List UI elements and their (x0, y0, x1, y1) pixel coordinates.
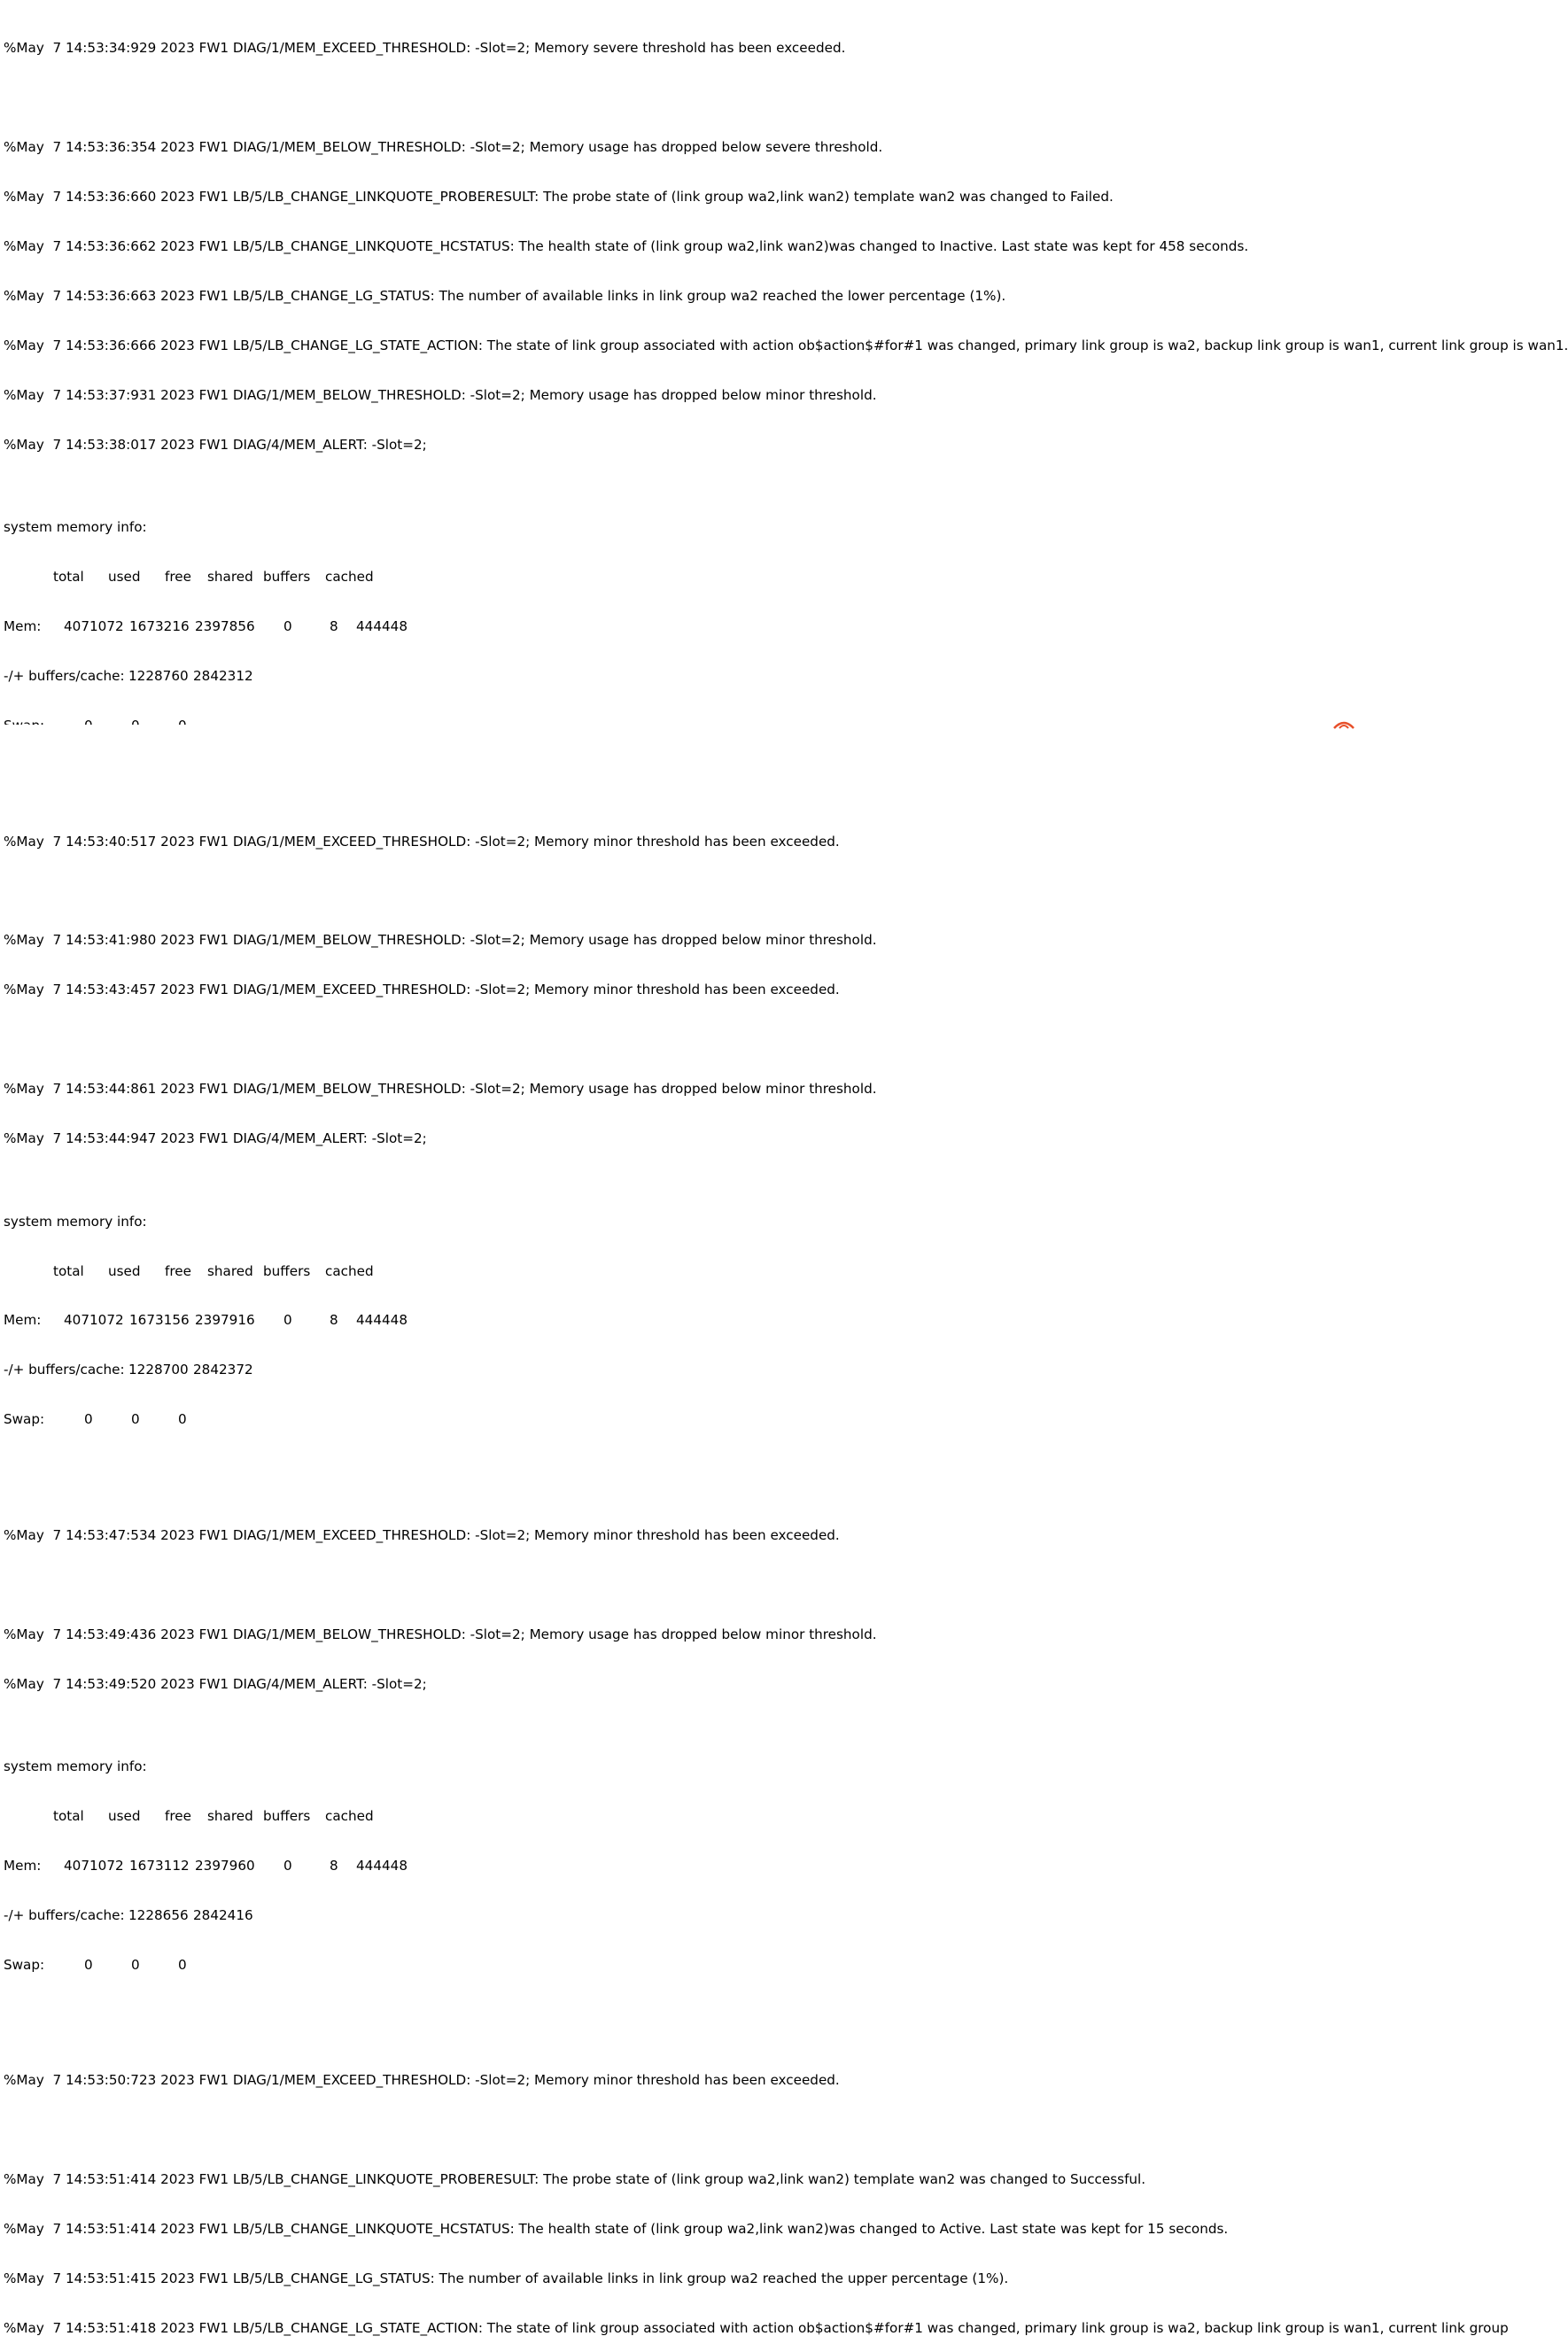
memory-row-buffers-cache (4, 1907, 1563, 1924)
mem-buffers: 8 (330, 1312, 338, 1329)
swap-free: 0 (178, 1956, 187, 1973)
bc-free: 2842416 (193, 1906, 253, 1923)
memory-table-header (4, 569, 1563, 586)
log-line: %May 7 14:53:36:354 2023 FW1 DIAG/1/MEM_BELOW_THRESHOLD: -Slot=2; Memory usage has dropped below severe threshold. (4, 139, 883, 156)
col-cached: cached (325, 569, 374, 586)
row-label: Swap: (4, 1956, 45, 1973)
col-cached: cached (325, 1262, 374, 1279)
memory-table-header (4, 1263, 1563, 1280)
viewport-bottom-area (0, 725, 1566, 818)
log-line: %May 7 14:53:49:520 2023 FW1 DIAG/4/MEM_ALERT: -Slot=2; (4, 1675, 427, 1692)
blank-line (4, 89, 1563, 106)
overlay-icon-shape (1332, 716, 1355, 728)
mem-free: 2397960 (195, 1857, 255, 1874)
log-line: %May 7 14:53:49:436 2023 FW1 DIAG/1/MEM_BELOW_THRESHOLD: -Slot=2; Memory usage has dropped below minor threshold. (4, 1626, 877, 1642)
col-cached: cached (325, 1808, 374, 1825)
log-line: %May 7 14:53:51:414 2023 FW1 LB/5/LB_CHANGE_LINKQUOTE_HCSTATUS: The health state of (link group wa2,link wan2)was changed to Active. Last state was kept for 15 seconds. (4, 2221, 1229, 2238)
row-label: -/+ buffers/cache: (4, 668, 125, 685)
bc-used: 1228656 (128, 1906, 189, 1923)
mem-shared: 0 (283, 1312, 292, 1329)
col-total: total (53, 1262, 84, 1279)
log-line: %May 7 14:53:36:660 2023 FW1 LB/5/LB_CHANGE_LINKQUOTE_PROBERESULT: The probe state of (link group wa2,link wan2) template wan2 was changed to Failed. (4, 189, 1114, 206)
memory-info-title: system memory info: (4, 519, 147, 536)
mem-cached: 444448 (356, 618, 408, 635)
log-line: %May 7 14:53:43:457 2023 FW1 DIAG/1/MEM_EXCEED_THRESHOLD: -Slot=2; Memory minor threshold has been exceeded. (4, 982, 840, 998)
mem-used: 1673156 (129, 1312, 190, 1329)
log-line: %May 7 14:53:50:723 2023 FW1 DIAG/1/MEM_EXCEED_THRESHOLD: -Slot=2; Memory minor threshold has been exceeded. (4, 2072, 840, 2089)
log-line: %May 7 14:53:36:666 2023 FW1 LB/5/LB_CHANGE_LG_STATE_ACTION: The state of link group associated with action ob$action$#for#1 was changed, primary link group is wa2, backup link group is wan1, current link group is wan1. (4, 338, 1568, 354)
mem-used: 1673216 (129, 618, 190, 635)
blank-line (4, 883, 1563, 900)
bc-free: 2842372 (193, 1362, 253, 1378)
mem-shared: 0 (283, 1857, 292, 1874)
row-label: Mem: (4, 1857, 42, 1874)
col-free: free (165, 569, 191, 586)
log-line: %May 7 14:53:47:534 2023 FW1 DIAG/1/MEM_EXCEED_THRESHOLD: -Slot=2; Memory minor threshold has been exceeded. (4, 1526, 840, 1543)
swap-used: 0 (131, 1411, 140, 1428)
log-line: %May 7 14:53:44:947 2023 FW1 DIAG/4/MEM_ALERT: -Slot=2; (4, 1130, 427, 1147)
mem-free: 2397856 (195, 618, 255, 635)
log-line: %May 7 14:53:51:414 2023 FW1 LB/5/LB_CHANGE_LINKQUOTE_PROBERESULT: The probe state of (link group wa2,link wan2) template wan2 was changed to Successful. (4, 2171, 1146, 2188)
memory-row-swap (4, 1411, 1563, 1428)
log-line: %May 7 14:53:51:415 2023 FW1 LB/5/LB_CHANGE_LG_STATUS: The number of available links in link group wa2 reached the upper percentage (1%). (4, 2270, 1009, 2287)
col-shared: shared (207, 1262, 253, 1279)
col-shared: shared (207, 1808, 253, 1825)
col-buffers: buffers (263, 1262, 311, 1279)
log-line: %May 7 14:53:36:663 2023 FW1 LB/5/LB_CHANGE_LG_STATUS: The number of available links in link group wa2 reached the lower percentage (1%). (4, 288, 1006, 305)
log-line-partial: %May 7 14:53:51:418 2023 FW1 LB/5/LB_CHANGE_LG_STATE_ACTION: The state of link group associated with action ob$action$#for#1 was changed, primary link group is wa2, backup link group is wan1, current link group (4, 2320, 1509, 2337)
mem-free: 2397916 (195, 1312, 255, 1329)
memory-info-title: system memory info: (4, 1213, 147, 1230)
log-line: %May 7 14:53:34:929 2023 FW1 DIAG/1/MEM_EXCEED_THRESHOLD: -Slot=2; Memory severe threshold has been exceeded. (4, 40, 846, 57)
bc-used: 1228700 (128, 1362, 189, 1378)
memory-row-mem (4, 618, 1563, 635)
swap-used: 0 (131, 1956, 140, 1973)
col-buffers: buffers (263, 569, 311, 586)
col-used: used (108, 1808, 141, 1825)
mem-total: 4071072 (64, 1312, 124, 1329)
swap-free: 0 (178, 1411, 187, 1428)
memory-row-mem (4, 1858, 1563, 1874)
swap-total: 0 (84, 1956, 93, 1973)
memory-row-buffers-cache (4, 1362, 1563, 1378)
row-label: -/+ buffers/cache: (4, 1362, 125, 1378)
col-free: free (165, 1808, 191, 1825)
log-line: %May 7 14:53:40:517 2023 FW1 DIAG/1/MEM_EXCEED_THRESHOLD: -Slot=2; Memory minor threshold has been exceeded. (4, 833, 840, 850)
mem-buffers: 8 (330, 618, 338, 635)
blank-line (4, 1461, 1563, 1478)
col-used: used (108, 1262, 141, 1279)
mem-total: 4071072 (64, 618, 124, 635)
log-text-view[interactable] (4, 7, 1568, 2337)
col-buffers: buffers (263, 1808, 311, 1825)
log-line: %May 7 14:53:36:662 2023 FW1 LB/5/LB_CHANGE_LINKQUOTE_HCSTATUS: The health state of (link group wa2,link wan2)was changed to Inactive. Last state was kept for 458 seconds. (4, 238, 1249, 255)
memory-table-header (4, 1808, 1563, 1825)
mem-total: 4071072 (64, 1857, 124, 1874)
memory-row-swap (4, 1957, 1563, 1974)
swap-total: 0 (84, 1411, 93, 1428)
col-used: used (108, 569, 141, 586)
row-label: Swap: (4, 1411, 45, 1428)
log-line: %May 7 14:53:38:017 2023 FW1 DIAG/4/MEM_ALERT: -Slot=2; (4, 436, 427, 453)
log-line: %May 7 14:53:44:861 2023 FW1 DIAG/1/MEM_BELOW_THRESHOLD: -Slot=2; Memory usage has dropped below minor threshold. (4, 1081, 877, 1098)
col-free: free (165, 1262, 191, 1279)
col-shared: shared (207, 569, 253, 586)
mem-shared: 0 (283, 618, 292, 635)
bc-used: 1228760 (128, 668, 189, 685)
col-total: total (53, 1808, 84, 1825)
memory-row-buffers-cache (4, 668, 1563, 685)
blank-line (4, 1031, 1563, 1048)
mem-used: 1673112 (129, 1857, 190, 1874)
log-line: %May 7 14:53:41:980 2023 FW1 DIAG/1/MEM_BELOW_THRESHOLD: -Slot=2; Memory usage has dropped below minor threshold. (4, 932, 877, 949)
mem-cached: 444448 (356, 1857, 408, 1874)
col-total: total (53, 569, 84, 586)
memory-row-mem (4, 1312, 1563, 1329)
log-line: %May 7 14:53:37:931 2023 FW1 DIAG/1/MEM_BELOW_THRESHOLD: -Slot=2; Memory usage has dropped below minor threshold. (4, 386, 877, 403)
row-label: Mem: (4, 1312, 42, 1329)
app-overlay-icon[interactable] (1332, 716, 1355, 728)
blank-line (4, 2122, 1563, 2138)
blank-line (4, 1577, 1563, 1594)
row-label: Mem: (4, 618, 42, 635)
bc-free: 2842312 (193, 668, 253, 685)
mem-buffers: 8 (330, 1857, 338, 1874)
memory-info-title: system memory info: (4, 1758, 147, 1775)
mem-cached: 444448 (356, 1312, 408, 1329)
blank-line (4, 2006, 1563, 2023)
row-label: -/+ buffers/cache: (4, 1906, 125, 1923)
